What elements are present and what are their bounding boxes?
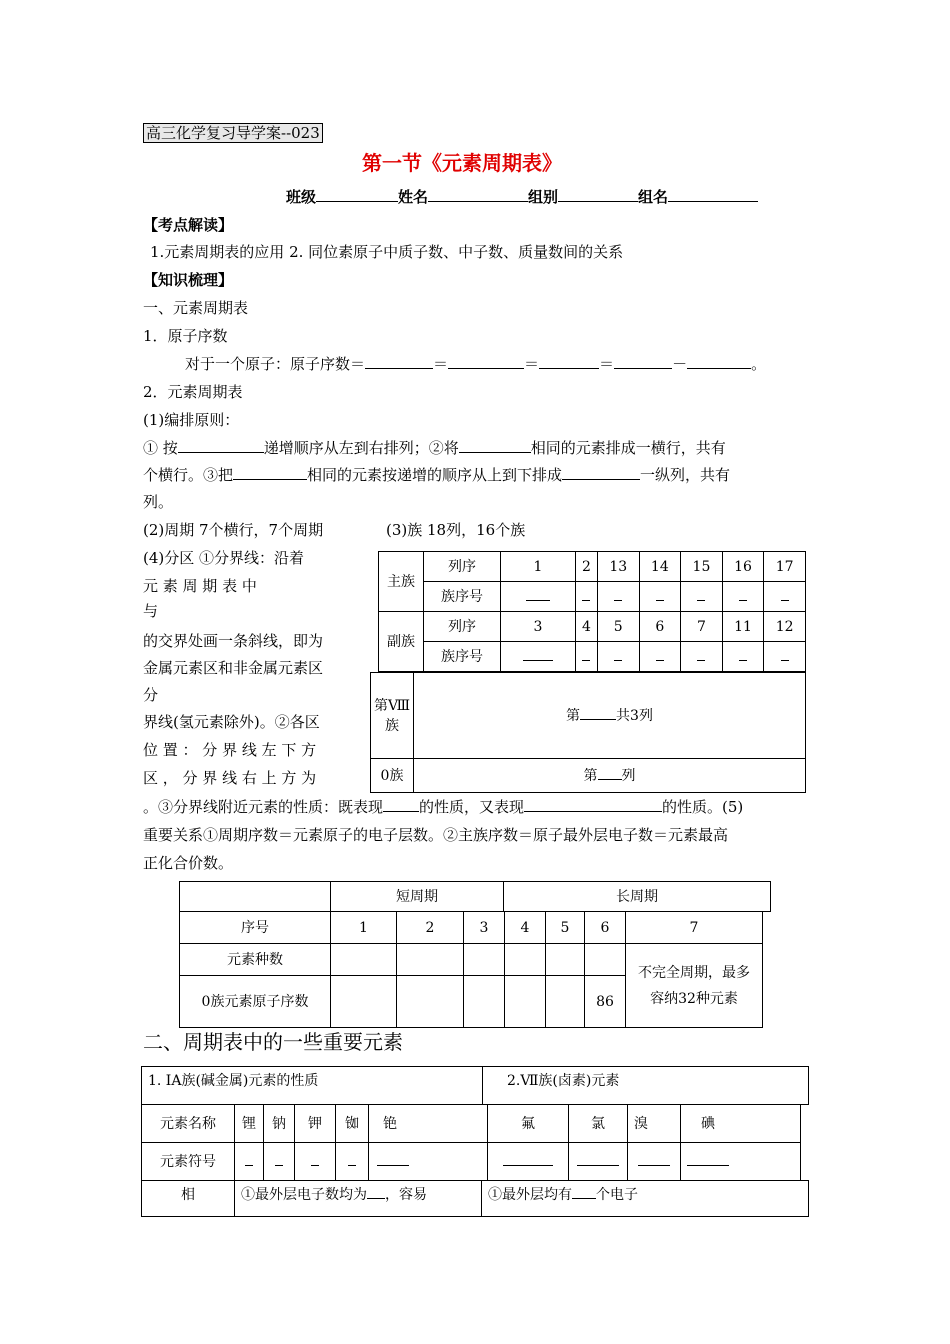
- period-line: (2)周期 7个横行，7个周期: [143, 521, 324, 539]
- zero-prefix: 第: [583, 767, 598, 784]
- element-count-label: 元素种数: [180, 944, 331, 976]
- symbol-na[interactable]: [264, 1143, 295, 1181]
- element-cl: 氯: [569, 1105, 628, 1143]
- region-blank-1[interactable]: [383, 797, 419, 812]
- zero-group-label: 0族: [371, 759, 414, 793]
- rule-b-part2: 相同的元素按递增的顺序从上到下排成: [307, 466, 563, 484]
- element-name-label: 元素名称: [142, 1105, 235, 1143]
- blank-4[interactable]: [614, 354, 672, 369]
- region-line-11: 重要关系①周期序数＝元素原子的电子层数。②主族序数＝原子最外层电子数＝元素最高: [143, 826, 729, 844]
- region-line-9: 区 ， 分 界 线 右 上 方 为: [143, 769, 317, 787]
- eq-2: ＝: [524, 355, 540, 373]
- element-k: 钾: [295, 1105, 336, 1143]
- zero-num-6: 86: [585, 976, 626, 1028]
- region-line-4: 的交界处画一条斜线，即为: [143, 632, 324, 650]
- region-blank-2[interactable]: [524, 797, 662, 812]
- group-name-field[interactable]: [668, 187, 758, 202]
- viia-prop-part1: ①最外层均有: [488, 1187, 572, 1203]
- sub-grp-blank-4[interactable]: [639, 642, 681, 672]
- region-line-10: [143, 796, 743, 818]
- main-group-label: 主族: [379, 552, 424, 612]
- main-grp-blank-5[interactable]: [681, 582, 723, 612]
- group-field[interactable]: [558, 187, 638, 202]
- kaodian-items: 1.元素周期表的应用 2. 同位素原子中质子数、中子数、质量数间的关系: [150, 243, 624, 261]
- region-line-12: 正化合价数。: [143, 854, 234, 872]
- element-f: 氟: [488, 1105, 569, 1143]
- element-li: 锂: [235, 1105, 264, 1143]
- atomic-number-prefix: 对于一个原子：原子序数＝: [185, 355, 366, 373]
- region-line-2: 元 素 周 期 表 中: [143, 577, 257, 595]
- rule-a-part3: 相同的元素排成一横行，共有: [530, 439, 726, 457]
- rule-line-b: [143, 464, 730, 486]
- element-table-title: [141, 1066, 809, 1105]
- main-grp-blank-7[interactable]: [764, 582, 806, 612]
- main-col-2: 2: [576, 552, 598, 582]
- symbol-i[interactable]: [681, 1143, 801, 1181]
- period-mark: 。: [751, 355, 767, 373]
- sub-group-label: 副族: [379, 612, 424, 672]
- region-line-5: 金属元素区和非金属元素区: [143, 659, 324, 677]
- sub-col-4: 6: [639, 612, 681, 642]
- main-grp-seq-label: 族序号: [424, 582, 501, 612]
- element-br: 溴: [628, 1105, 681, 1143]
- seq-5: 5: [546, 912, 585, 944]
- main-col-seq-label: 列序: [424, 552, 501, 582]
- group-name-label: 组名: [638, 188, 669, 206]
- blank-3[interactable]: [539, 354, 599, 369]
- rule-blank-2[interactable]: [459, 438, 531, 453]
- viii-blank[interactable]: [580, 707, 616, 720]
- main-grp-blank-6[interactable]: [722, 582, 764, 612]
- period-blank-corner: [180, 882, 331, 912]
- sub-col-3: 5: [597, 612, 639, 642]
- symbol-f[interactable]: [488, 1143, 569, 1181]
- section-2-heading: 二、周期表中的一些重要元素: [143, 1030, 403, 1054]
- count-6[interactable]: [585, 944, 626, 976]
- similar-label: 相: [142, 1181, 235, 1217]
- rule-blank-1[interactable]: [178, 438, 264, 453]
- viia-prop-blank[interactable]: [572, 1186, 596, 1199]
- zero-num-3[interactable]: [464, 976, 505, 1028]
- count-4[interactable]: [505, 944, 546, 976]
- sub-grp-blank-1[interactable]: [501, 642, 576, 672]
- main-col-3: 13: [597, 552, 639, 582]
- short-period-label: 短周期: [331, 882, 504, 912]
- region-10-part2: 的性质，又表现: [419, 798, 525, 816]
- sub-grp-blank-7[interactable]: [764, 642, 806, 672]
- class-label: 班级: [286, 188, 317, 206]
- viii-prefix: 第: [566, 707, 581, 724]
- count-1[interactable]: [331, 944, 397, 976]
- eq-3: ＝: [599, 355, 615, 373]
- rule-b-part3: 一纵列，共有: [640, 466, 731, 484]
- period-table-header: [179, 881, 771, 912]
- element-table: [141, 1104, 801, 1181]
- blank-2[interactable]: [448, 354, 524, 369]
- region-line-1: (4)分区 ①分界线：沿着: [143, 549, 305, 567]
- seq-7: 7: [626, 912, 763, 944]
- main-col-5: 15: [681, 552, 723, 582]
- group-table: [378, 551, 806, 672]
- element-symbol-label: 元素符号: [142, 1143, 235, 1181]
- rule-line-a: [143, 437, 726, 459]
- section-kaodian: 【考点解读】: [143, 216, 234, 234]
- region-line-6: 分: [143, 686, 159, 704]
- zero-num-1[interactable]: [331, 976, 397, 1028]
- section-1-heading: 一、元素周期表: [143, 299, 249, 317]
- main-col-7: 17: [764, 552, 806, 582]
- sub-col-2: 4: [576, 612, 598, 642]
- element-rb: 铷: [336, 1105, 369, 1143]
- period-table: [179, 911, 763, 1028]
- symbol-cl[interactable]: [569, 1143, 628, 1181]
- seq-label: 序号: [180, 912, 331, 944]
- rule-line-c: 列。: [143, 493, 174, 511]
- section-1-1-heading: 1．原子序数: [143, 327, 228, 345]
- zero-num-2[interactable]: [397, 976, 464, 1028]
- zero-group-cell: [414, 759, 806, 793]
- region-10-part3: 的性质。(5): [662, 798, 744, 816]
- atomic-number-line: [185, 353, 766, 375]
- zero-suffix: 列: [621, 767, 636, 784]
- sub-grp-blank-2[interactable]: [576, 642, 598, 672]
- zero-group-number-label: 0族元素原子序数: [180, 976, 331, 1028]
- section-zhishi: 【知识梳理】: [143, 271, 234, 289]
- ia-property-cell: [235, 1181, 482, 1217]
- seq-3: 3: [464, 912, 505, 944]
- viia-group-title: 2.Ⅶ族(卤素)元素: [483, 1067, 809, 1105]
- main-col-4: 14: [639, 552, 681, 582]
- zero-blank[interactable]: [598, 767, 622, 780]
- period-7-note: 不完全周期，最多容纳32种元素: [626, 944, 763, 1028]
- viii-group-cell: [414, 673, 806, 759]
- element-na: 钠: [264, 1105, 295, 1143]
- ia-group-title: 1. ⅠA族(碱金属)元素的性质: [142, 1067, 483, 1105]
- region-line-7: 界线(氢元素除外)。②各区: [143, 713, 320, 731]
- sub-grp-blank-6[interactable]: [722, 642, 764, 672]
- viia-property-cell: [482, 1181, 809, 1217]
- rule-blank-3[interactable]: [233, 465, 307, 480]
- element-cs: 铯: [369, 1105, 488, 1143]
- main-col-1: 1: [501, 552, 576, 582]
- long-period-label: 长周期: [504, 882, 771, 912]
- ia-prop-blank[interactable]: [367, 1186, 385, 1199]
- section-1-2-heading: 2．元素周期表: [143, 383, 243, 401]
- symbol-cs[interactable]: [369, 1143, 488, 1181]
- page-title: 第一节《元素周期表》: [362, 151, 562, 175]
- group-label: 组别: [528, 188, 559, 206]
- seq-1: 1: [331, 912, 397, 944]
- region-10-part1: 。③分界线附近元素的性质：既表现: [143, 798, 384, 816]
- symbol-rb[interactable]: [336, 1143, 369, 1181]
- student-info-line: [286, 186, 758, 208]
- class-field[interactable]: [316, 187, 398, 202]
- header-code: 高三化学复习导学案--023: [143, 123, 323, 143]
- symbol-li[interactable]: [235, 1143, 264, 1181]
- element-props-table: [141, 1180, 809, 1217]
- sub-col-seq-label: 列序: [424, 612, 501, 642]
- viia-prop-part2: 个电子: [596, 1187, 638, 1203]
- viii-group-label: 第Ⅷ族: [371, 673, 414, 759]
- name-label: 姓名: [398, 188, 429, 206]
- region-line-3: 与: [143, 602, 159, 620]
- blank-5[interactable]: [687, 354, 751, 369]
- seq-6: 6: [585, 912, 626, 944]
- element-i: 碘: [681, 1105, 801, 1143]
- count-2[interactable]: [397, 944, 464, 976]
- rule-a-part2: 递增顺序从左到右排列；②将: [263, 439, 459, 457]
- main-col-6: 16: [722, 552, 764, 582]
- arrangement-heading: (1)编排原则：: [143, 411, 240, 429]
- main-grp-blank-4[interactable]: [639, 582, 681, 612]
- count-3[interactable]: [464, 944, 505, 976]
- region-line-8: 位 置 ： 分 界 线 左 下 方: [143, 741, 317, 759]
- sub-col-7: 12: [764, 612, 806, 642]
- main-grp-blank-3[interactable]: [597, 582, 639, 612]
- rule-a-part1: ① 按: [143, 439, 178, 457]
- seq-4: 4: [505, 912, 546, 944]
- sub-grp-blank-5[interactable]: [681, 642, 723, 672]
- minus-sign: －: [672, 355, 688, 373]
- sub-grp-seq-label: 族序号: [424, 642, 501, 672]
- sub-col-1: 3: [501, 612, 576, 642]
- count-5[interactable]: [546, 944, 585, 976]
- viii-suffix: 共3列: [616, 707, 653, 724]
- symbol-k[interactable]: [295, 1143, 336, 1181]
- symbol-br[interactable]: [628, 1143, 681, 1181]
- zero-num-5[interactable]: [546, 976, 585, 1028]
- group-table-lower: [370, 672, 806, 793]
- rule-blank-4[interactable]: [562, 465, 640, 480]
- zero-num-4[interactable]: [505, 976, 546, 1028]
- ia-prop-part1: ①最外层电子数均为: [241, 1187, 367, 1203]
- seq-2: 2: [397, 912, 464, 944]
- main-grp-blank-1[interactable]: [501, 582, 576, 612]
- sub-grp-blank-3[interactable]: [597, 642, 639, 672]
- name-field[interactable]: [428, 187, 528, 202]
- sub-col-5: 7: [681, 612, 723, 642]
- eq-1: ＝: [433, 355, 449, 373]
- blank-1[interactable]: [365, 354, 433, 369]
- ia-prop-part2: ，容易: [385, 1187, 427, 1203]
- main-grp-blank-2[interactable]: [576, 582, 598, 612]
- sub-col-6: 11: [722, 612, 764, 642]
- rule-b-part1: 个横行。③把: [143, 466, 234, 484]
- group-line: (3)族 18列，16个族: [386, 521, 526, 539]
